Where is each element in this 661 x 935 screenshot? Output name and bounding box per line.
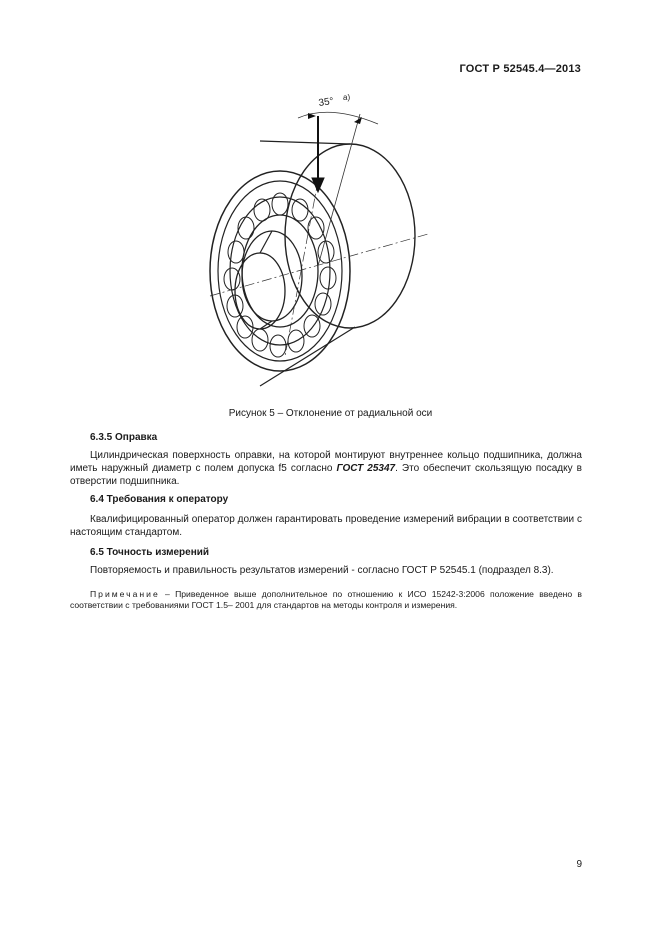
heading-6-5: 6.5 Точность измерений (90, 547, 210, 558)
paragraph-6-3-5 (70, 449, 582, 488)
paragraph-text: Цилиндрическая поверхность оправки, на которой монтируют внутреннее кольцо подшипника, должна иметь наружный диаметр с полем допуска f5 согласно (70, 450, 582, 474)
heading-6-3-5: 6.3.5 Оправка (90, 432, 158, 443)
note-paragraph (70, 589, 582, 611)
bearing-drawing (190, 86, 440, 406)
paragraph-6-5 (70, 564, 582, 577)
note-mark: a) (343, 93, 351, 102)
note-label: Примечание (90, 589, 160, 599)
note-text: – Приведенное выше дополнительное по отношению к ИСО 15242-3:2006 положение введено в соответствии с требованиями ГОСТ 1.5– 2001 для стандартов на методы контроля и измерения. (70, 589, 582, 610)
paragraph-6-4 (70, 513, 582, 539)
paragraph-text: Квалифицированный оператор должен гарантировать проведение измерений вибрации в соответствии с настоящим стандартом. (70, 514, 582, 538)
page-number: 9 (576, 859, 582, 870)
paragraph-text: Повторяемость и правильность результатов измерений - согласно ГОСТ Р 52545.1 (подраздел 8.3). (90, 565, 554, 576)
document-code-header: ГОСТ Р 52545.4—2013 (459, 63, 581, 75)
gost-reference: ГОСТ 25347 (336, 463, 396, 474)
angle-label: 35° (317, 95, 335, 109)
paragraph-text-end: . Это обеспечит скользящую посадку в отверстии подшипника. (70, 463, 582, 487)
heading-6-4: 6.4 Требования к оператору (90, 494, 229, 505)
figure-caption: Рисунок 5 – Отклонение от радиальной оси (228, 408, 433, 419)
bearing-figure (190, 86, 440, 406)
